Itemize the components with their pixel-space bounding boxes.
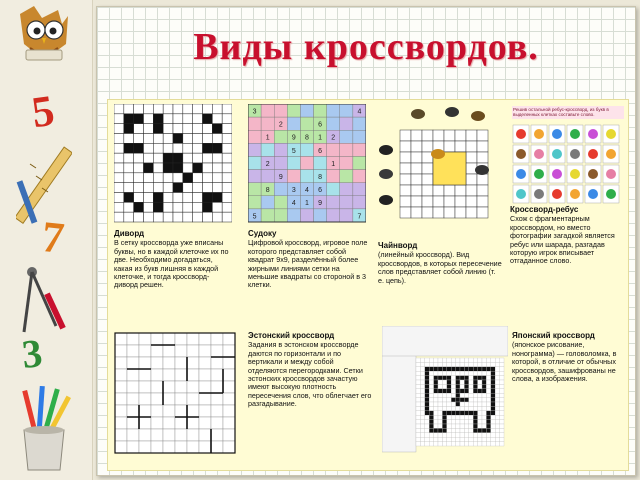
divord-title: Диворд: [114, 229, 145, 238]
sudoku-number: 6: [318, 187, 323, 195]
divord-caption: [114, 230, 232, 290]
chainword-grid-image: [378, 104, 500, 244]
panel-sudoku: [244, 100, 372, 320]
animal-pictures-icon: [379, 145, 393, 155]
estonian-grid-image: [114, 332, 236, 456]
panel-estonian: [108, 322, 374, 468]
sudoku-number: 4: [357, 108, 362, 116]
sudoku-number: 6: [318, 147, 323, 155]
animal-pictures-icon: [431, 149, 445, 159]
sudoku-grid-image: [248, 104, 366, 224]
sudoku-number: 3: [252, 108, 257, 116]
panel-japanese: [378, 322, 628, 468]
sudoku-number: 1: [305, 200, 309, 208]
slide-title: Виды кроссвордов.: [193, 26, 539, 68]
sudoku-number: 1: [318, 134, 323, 142]
sudoku-number: 5: [291, 147, 296, 155]
japanese-title: Японский кроссворд: [512, 331, 595, 340]
japanese-caption: [512, 332, 624, 383]
sudoku-number: 8: [265, 187, 270, 195]
sudoku-number: 8: [318, 173, 323, 181]
sudoku-number: 1: [265, 134, 270, 142]
van-nonogram-icon: [382, 326, 508, 456]
panel-rebus: [508, 100, 628, 320]
animal-pictures-icon: [475, 165, 489, 175]
animal-pictures-icon: [379, 195, 393, 205]
animal-pictures-icon: [471, 111, 485, 121]
estonian-title: Эстонский кроссворд: [248, 331, 335, 340]
chainword-caption: [378, 242, 502, 285]
japanese-text: (японское рисование, нонограмма) — головоломка, в которой, в отличие от обычных кроссвордов, зашифрованы не слова, а изображения.: [512, 340, 617, 384]
slide: [96, 6, 636, 476]
rebus-pictures-icon: [512, 124, 624, 206]
sudoku-caption: [248, 230, 370, 290]
sudoku-number: 2: [331, 134, 336, 142]
sudoku-number: 6: [318, 121, 323, 129]
digit-five: 5: [28, 85, 58, 138]
divord-text: В сетку кроссворда уже вписаны буквы, но в каждой клеточке их по две. Необходимо догадаться, какая из букв лишняя в каждой клеточке, и тогда кроссворд-диворд решен.: [114, 238, 229, 290]
sudoku-text: Цифровой кроссворд, игровое поле которого представляет собой квадрат 9х9, разделённый более жирными линиями сетки на меньшие квадраты со стороной в 3 клетки.: [248, 238, 368, 290]
chainword-text: (линейный кроссворд). Вид кроссвордов, в которых пересечение слов представляет собой линию (т. е. цепь).: [378, 250, 502, 285]
sudoku-number: 9: [278, 173, 283, 181]
owl-icon: [12, 4, 76, 66]
estonian-caption: [248, 332, 372, 409]
rebus-title: Кроссворд-ребус: [510, 205, 579, 214]
sudoku-number: 9: [291, 134, 296, 142]
sudoku-number: 1: [331, 160, 336, 168]
crossword-types-poster: [107, 99, 629, 471]
panel-divord: [108, 100, 238, 320]
compass-icon: [16, 262, 76, 336]
rebus-header: Решив остальной ребус-кроссворд, из букв в выделенных клетках составьте слово.: [512, 106, 624, 119]
digit-three: 3: [19, 330, 45, 377]
sudoku-number: 2: [278, 121, 283, 129]
sudoku-title: Судоку: [248, 229, 277, 238]
school-decor-sidebar: [0, 0, 93, 480]
rebus-text: Схож с фрагментарным кроссвордом, но вместо фотографии загадкой является ребус или шарада, разгадав которую игрок вписывает отгаданное слово.: [510, 214, 615, 266]
sudoku-number: 9: [318, 200, 323, 208]
sudoku-number: 4: [291, 200, 296, 208]
rebus-caption: [510, 206, 626, 266]
animal-pictures-icon: [411, 109, 425, 119]
animal-pictures-icon: [379, 169, 393, 179]
chainword-title: Чайнворд: [378, 241, 418, 250]
divord-grid-image: [114, 104, 232, 224]
sudoku-number: 2: [265, 160, 270, 168]
digit-seven: 7: [39, 211, 67, 264]
sudoku-number: 4: [305, 187, 309, 195]
estonian-text: Задания в эстонском кроссворде даются по горизонтали и по вертикали и между собой отделяются перегородками. Сетки эстонских кроссвордов зачастую имеют высокую плотность пересечения слов, что облегчает его разгадывание.: [248, 340, 372, 409]
animal-pictures-icon: [445, 107, 459, 117]
sudoku-number: 7: [357, 213, 362, 221]
pencil-cup-icon: [14, 386, 74, 472]
sudoku-number: 3: [291, 187, 296, 195]
sudoku-number: 8: [305, 134, 309, 142]
panel-chainword: [374, 100, 504, 320]
sudoku-number: 5: [252, 213, 257, 221]
